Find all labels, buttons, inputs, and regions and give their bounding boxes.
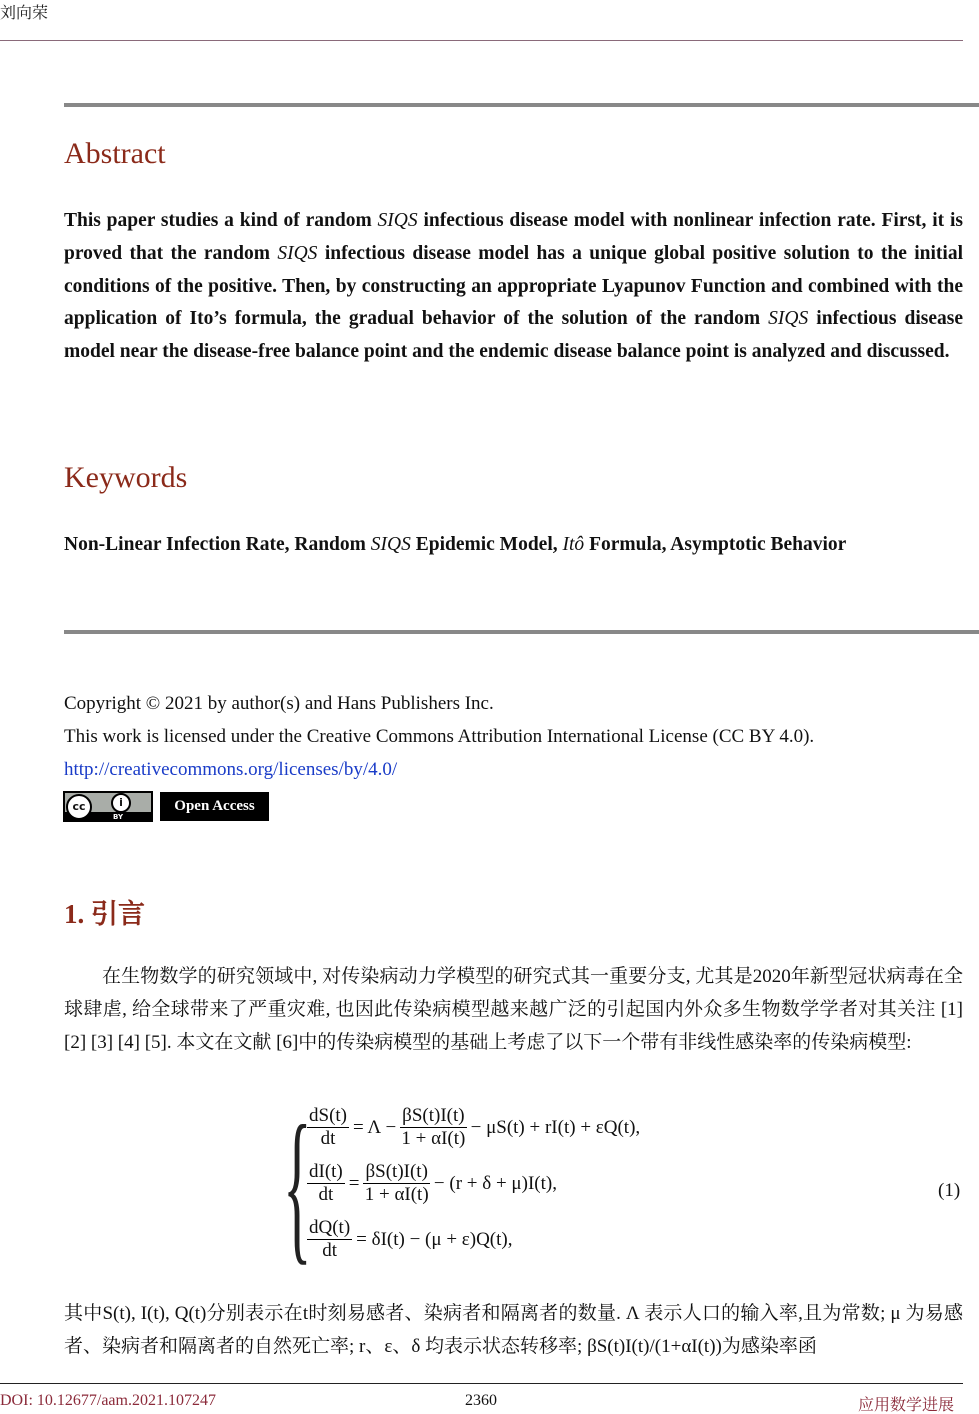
copyright-block <box>64 687 963 786</box>
footer-divider <box>0 1383 963 1384</box>
equation-number: (1) <box>938 1180 961 1201</box>
section-heading: 1. 引言 <box>64 899 145 929</box>
page-number: 2360 <box>465 1392 497 1409</box>
cc-by-badge[interactable]: cc i BY <box>63 791 153 822</box>
cc-icon: cc <box>66 794 92 820</box>
open-access-badge: Open Access <box>160 792 269 821</box>
running-header-author: 刘向荣 <box>0 3 49 22</box>
doi[interactable]: DOI: 10.12677/aam.2021.107247 <box>0 1392 216 1409</box>
keywords-text: Non-Linear Infection Rate, Random SIQS Epidemic Model, Itô Formula, Asymptotic Behavior <box>64 534 847 555</box>
copyright-line: Copyright © 2021 by author(s) and Hans Publishers Inc. <box>64 693 494 714</box>
license-link[interactable]: http://creativecommons.org/licenses/by/4.0/ <box>64 759 398 780</box>
equation-row: $\frac{dI(t)}{dt}$ = $\frac{\beta S(t)I(t)}{1 + \alpha I(t)}$ − (r + δ + μ)I(t), <box>309 1161 557 1205</box>
intro-paragraph: 在生物数学的研究领域中, 对传染病动力学模型的研究式其一重要分支, 尤其是2020年新型冠状病毒在全球肆虐, 给全球带来了严重灾难, 也因此传染病模型越来越广泛的引起国内外众多生物数学学者对其关注 [1] [2] [3] [4] [5]. 本文在文献 [6]中的传染病模型的基础上考虑了以下一个带有非线性感染率的传染病模型: <box>64 966 963 1053</box>
abstract-text: This paper studies a kind of random SIQS infectious disease model with nonlinear infection rate. First, it is proved that the random SIQS infectious disease model has a unique global positive solution to the initial conditions of the positive. Then, by constructing an appropriate Lyapunov Function and combined with the application of Ito’s formula, the gradual behavior of the solution of the random SIQS infectious disease model near the disease-free balance point and the endemic disease balance point is analyzed and discussed. <box>64 210 963 363</box>
keywords-heading: Keywords <box>64 461 188 494</box>
brace: { <box>283 1091 312 1279</box>
divider <box>64 103 979 107</box>
header-divider <box>0 40 963 41</box>
definitions-paragraph: 其中S(t), I(t), Q(t)分别表示在t时刻易感者、染病者和隔离者的数量. Λ 表示人口的输入率,且为常数; μ 为易感者、染病者和隔离者的自然死亡率; r、ε、δ 均表示状态转移率; βS(t)I(t)/(1+αI(t))为感染率函 <box>64 1303 963 1357</box>
license-line: This work is licensed under the Creative Commons Attribution International License (CC BY 4.0). <box>64 726 815 747</box>
journal-name: 应用数学进展 <box>858 1397 955 1414</box>
equation-row: $\frac{dQ(t)}{dt}$ = δI(t) − (μ + ε)Q(t), <box>309 1217 513 1261</box>
divider <box>64 630 979 634</box>
abstract-heading: Abstract <box>64 137 166 170</box>
attribution-icon: i <box>111 793 131 813</box>
equation-row: $\frac{dS(t)}{dt}$ = Λ − $\frac{\beta S(t)I(t)}{1 + \alpha I(t)}$ − μS(t) + rI(t) + εQ(t), <box>309 1105 641 1149</box>
